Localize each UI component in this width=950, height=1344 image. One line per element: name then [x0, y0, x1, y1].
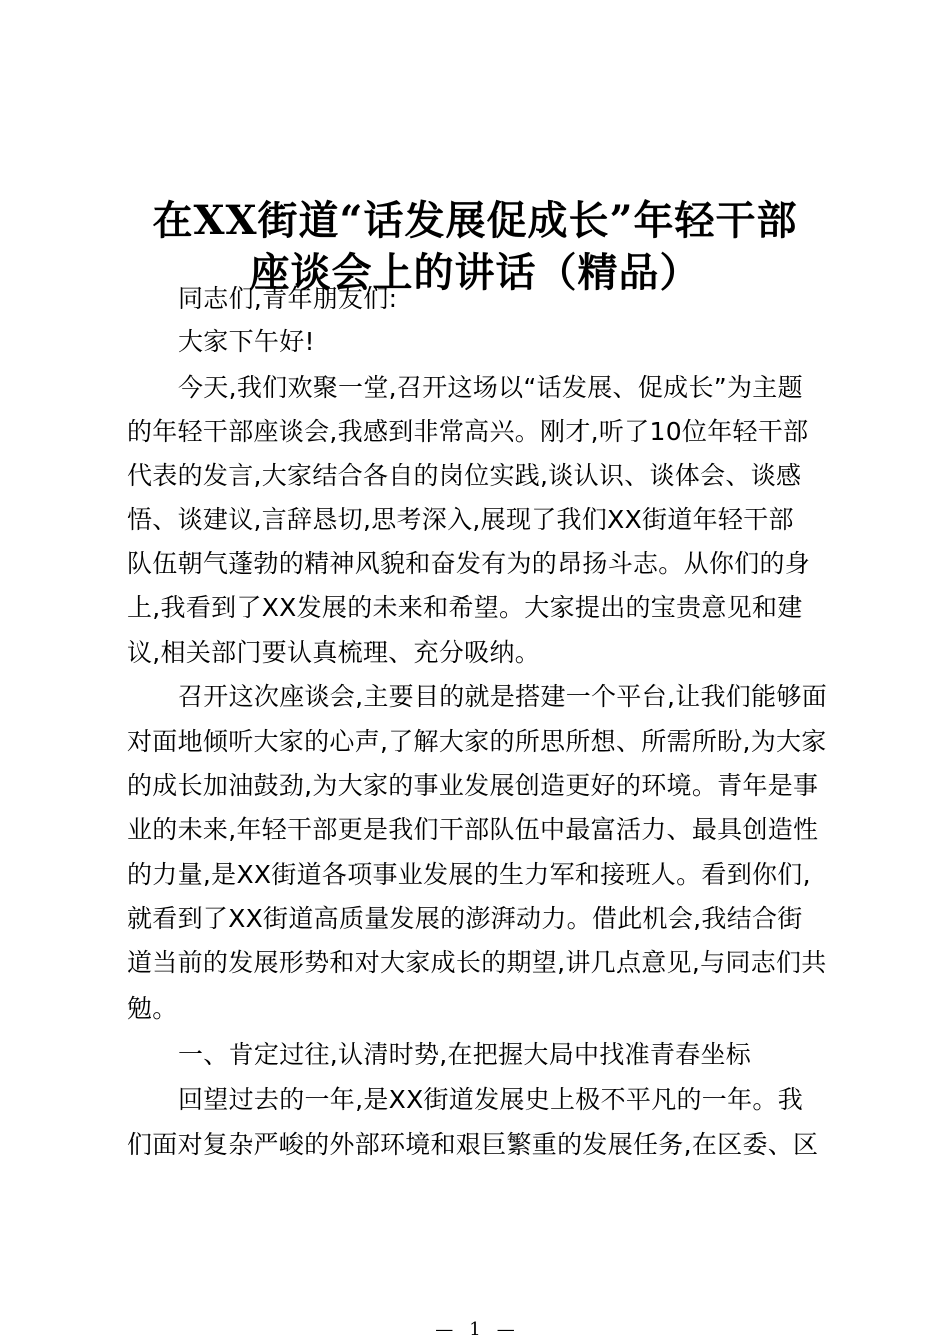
- paragraph-line: 代表的发言,大家结合各自的岗位实践,谈认识、谈体会、谈感: [127, 461, 802, 490]
- greeting: 大家下午好!: [178, 327, 315, 356]
- paragraph-line: 议,相关部门要认真梳理、充分吸纳。: [127, 638, 541, 667]
- paragraph-line: 悟、谈建议,言辞恳切,思考深入,展现了我们XX街道年轻干部: [127, 505, 794, 534]
- page-dash-right: —: [496, 1319, 515, 1340]
- paragraph-line: 的成长加油鼓劲,为大家的事业发展创造更好的环境。青年是事: [127, 771, 819, 800]
- paragraph-line: 的力量,是XX街道各项事业发展的生力军和接班人。看到你们,: [127, 860, 811, 889]
- paragraph-line: 勉。: [127, 994, 178, 1023]
- paragraph-line: 回望过去的一年,是XX街道发展史上极不平凡的一年。我: [178, 1085, 804, 1114]
- paragraph-line: 道当前的发展形势和对大家成长的期望,讲几点意见,与同志们共: [127, 948, 827, 977]
- document-title-line-1: 在XX街道“话发展促成长”年轻干部: [152, 196, 798, 244]
- paragraph-line: 召开这次座谈会,主要目的就是搭建一个平台,让我们能够面: [178, 682, 827, 711]
- paragraph-line: 对面地倾听大家的心声,了解大家的所思所想、所需所盼,为大家: [127, 727, 827, 756]
- paragraph-line: 们面对复杂严峻的外部环境和艰巨繁重的发展任务,在区委、区: [127, 1130, 819, 1159]
- document-title-line-2: 座谈会上的讲话（精品）: [249, 248, 701, 296]
- paragraph-line: 队伍朝气蓬勃的精神风貌和奋发有为的昂扬斗志。从你们的身: [127, 549, 811, 578]
- section-heading: 一、肯定过往,认清时势,在把握大局中找准青春坐标: [178, 1040, 752, 1069]
- page-dash-left: —: [435, 1319, 454, 1340]
- paragraph-line: 就看到了XX街道高质量发展的澎湃动力。借此机会,我结合街: [127, 904, 803, 933]
- salutation: 同志们,青年朋友们:: [178, 284, 398, 313]
- paragraph-line: 业的未来,年轻干部更是我们干部队伍中最富活力、最具创造性: [127, 815, 819, 844]
- paragraph-line: 上,我看到了XX发展的未来和希望。大家提出的宝贵意见和建: [127, 593, 803, 622]
- paragraph-line: 今天,我们欢聚一堂,召开这场以“话发展、促成长”为主题: [178, 373, 803, 402]
- paragraph-line: 的年轻干部座谈会,我感到非常高兴。刚才,听了10位年轻干部: [127, 417, 809, 446]
- page-number: 1: [469, 1319, 481, 1340]
- page-footer: [0, 1318, 950, 1342]
